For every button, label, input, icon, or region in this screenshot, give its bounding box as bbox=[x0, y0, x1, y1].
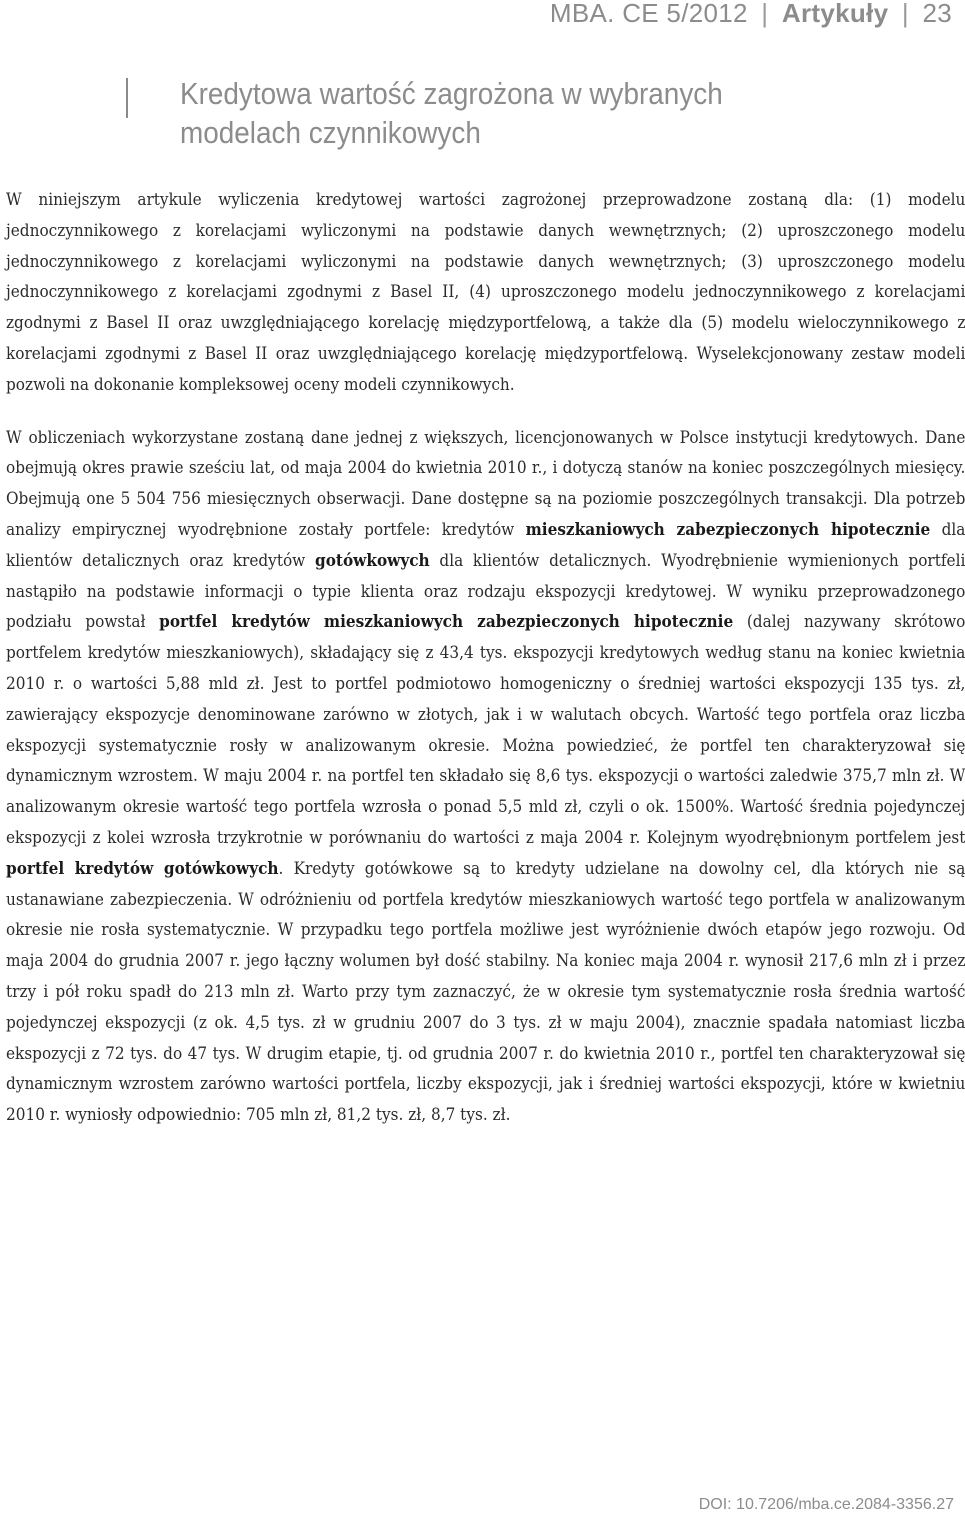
page-number: 23 bbox=[922, 0, 952, 28]
paragraph-2-text-1: W obliczeniach wykorzystane zostaną dane jednej z większych, licencjonowanych w Polsce instytucji kredytowych. Dane obejmują okres prawie sześciu lat, od maja 2004 do kwietnia 2010 r., i dotyczą stanów na koniec poszczególnych miesięcy. Obejmują one 5 504 756 miesięcznych obserwacji. Dane dostępne są na poziomie poszczególnych transakcji. Dla potrzeb analizy empirycznej wyodrębnione zostały portfele: kredytów bbox=[6, 427, 965, 540]
paragraph-2-text-4: (dalej nazywany skrótowo portfelem kredytów mieszkaniowych), składający się z 43,4 tys. ekspozycji kredytowych według stanu na koniec kwietnia 2010 r. o wartości 5,88 mld zł. Jest to portfel podmiotowo homogeniczny o średniej wartości ekspozycji 135 tys. zł, zawierający ekspozycje denominowane zarówno w złotych, jak i w walutach obcych. Wartość tego portfela oraz liczba ekspozycji systematycznie rosły w analizowanym okresie. Można powiedzieć, że portfel ten charakteryzował się dynamicznym wzrostem. W maju 2004 r. na portfel ten składało się 8,6 tys. ekspozycji o wartości zaledwie 375,7 mln zł. W analizowanym okresie wartość tego portfela wzrosła o ponad 5,5 mld zł, czyli o ok. 1500%. Wartość średnia pojedynczej ekspozycji z kolei wzrosła trzykrotnie w porównaniu do wartości z maja 2004 r. Kolejnym wyodrębnionym portfelem jest bbox=[6, 612, 965, 848]
paragraph-2-text-5: . Kredyty gotówkowe są to kredyty udzielane na dowolny cel, dla których nie są ustanawiane zabezpieczenia. W odróżnieniu od portfela kredytów mieszkaniowych wartość tego portfela w analizowanym okresie nie rosła systematycznie. W przypadku tego portfela możliwe jest wyróżnienie dwóch etapów jego rozwoju. Od maja 2004 do grudnia 2007 r. jego łączny wolumen był dość stabilny. Na koniec maja 2004 r. wynosił 217,6 mln zł i przez trzy i pół roku spadł do 213 mln zł. Warto przy tym zaznaczyć, że w okresie tym systematycznie rosła średnia wartość pojedynczej ekspozycji (z ok. 4,5 tys. zł w grudniu 2007 do 3 tys. zł w maju 2004), znacznie spadała natomiast liczba ekspozycji z 72 tys. do 47 tys. W drugim etapie, tj. od grudnia 2007 r. do kwietnia 2010 r., portfel ten charakteryzował się dynamicznym wzrostem zarówno wartości portfela, liczby ekspozycji, jak i średniej wartości ekspozycji, które w kwietniu 2010 r. wyniosły odpowiednio: 705 mln zł, 81,2 tys. zł, 8,7 tys. zł. bbox=[6, 858, 965, 1126]
bold-term-cash-loans: gotówkowych bbox=[315, 550, 430, 571]
article-title: Kredytowa wartość zagrożona w wybranych modelach czynnikowych bbox=[180, 76, 723, 150]
paragraph-2 bbox=[6, 423, 965, 1131]
bold-term-cash-portfolio: portfel kredytów gotówkowych bbox=[6, 858, 279, 879]
article-body bbox=[6, 185, 965, 1131]
section-name: Artykuły bbox=[781, 0, 889, 28]
running-header bbox=[550, 0, 952, 29]
title-accent-bar bbox=[126, 78, 128, 118]
header-separator: | bbox=[761, 0, 769, 28]
bold-term-mortgage-portfolio: portfel kredytów mieszkaniowych zabezpieczonych hipotecznie bbox=[159, 612, 734, 633]
header-separator-2: | bbox=[901, 0, 909, 28]
bold-term-mortgage-loans: mieszkaniowych zabezpieczonych hipotecznie bbox=[525, 519, 931, 540]
paragraph-2-text-3: dla klientów detalicznych. Wyodrębnienie wymienionych portfeli nastąpiło na podstawie informacji o typie klienta oraz rodzaju ekspozycji kredytowej. W wyniku przeprowadzonego podziału powstał bbox=[6, 550, 965, 633]
doi-footer: DOI: 10.7206/mba.ce.2084-3356.27 bbox=[698, 1496, 954, 1513]
paragraph-1: W niniejszym artykule wyliczenia kredytowej wartości zagrożonej przeprowadzone zostaną dla: (1) modelu jednoczynnikowego z korelacjami wyliczonymi na podstawie danych wewnętrznych; (2) uproszczonego modelu jednoczynnikowego z korelacjami wyliczonymi na podstawie danych wewnętrznych; (3) uproszczonego modelu jednoczynnikowego z korelacjami zgodnymi z Basel II, (4) uproszczonego modelu jednoczynnikowego z korelacjami zgodnymi z Basel II oraz uwzględniającego korelację międzyportfelową, a także dla (5) modelu wieloczynnikowego z korelacjami zgodnymi z Basel II oraz uwzględniającego korelację międzyportfelową. Wyselekcjonowany zestaw modeli pozwoli na dokonanie kompleksowej oceny modeli czynnikowych. bbox=[6, 190, 965, 395]
paragraph-2-text-2: dla klientów detalicznych oraz kredytów bbox=[6, 519, 965, 571]
journal-name: MBA. CE 5/2012 bbox=[549, 0, 748, 28]
